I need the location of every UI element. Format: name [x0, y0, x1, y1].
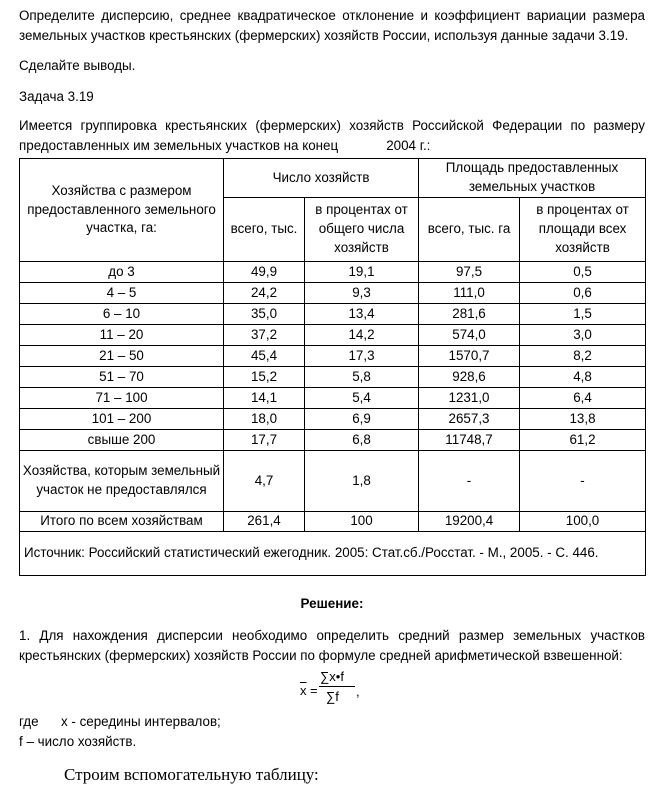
row-count: 18,0: [224, 409, 305, 430]
solution-title: Решение:: [300, 596, 364, 611]
table-row: [20, 325, 646, 346]
subheader-percent: в процентах от общего числа хозяйств: [305, 198, 419, 262]
row-group: 11 – 20: [20, 325, 224, 346]
row-area: 2657,3: [419, 409, 520, 430]
row-count-percent: 100: [305, 512, 419, 532]
farms-table: [19, 158, 646, 576]
table-row: [20, 346, 646, 367]
row-count: 17,7: [224, 430, 305, 451]
row-area: 281,6: [419, 304, 520, 325]
subheader-area-percent: в процентах от площади всех хозяйств: [520, 198, 646, 262]
row-area-percent: 4,8: [520, 367, 646, 388]
intro-line-2: [19, 136, 645, 156]
intro-year: 2004 г.:: [386, 138, 431, 153]
row-count: 37,2: [224, 325, 305, 346]
formula-lhs: $\overline{x}$: [300, 683, 307, 698]
formula-numerator: ∑x•f: [320, 669, 344, 684]
row-count-percent: 5,8: [305, 367, 419, 388]
row-area: 1231,0: [419, 388, 520, 409]
task-text: Определите дисперсию, среднее квадратическое отклонение и коэффициент вариации размера земельных участков крестьянских (фермерских) хозяйств России, используя данные задачи 3.19.: [19, 8, 645, 44]
table-row: [20, 451, 646, 512]
row-count: 261,4: [224, 512, 305, 532]
row-area: 97,5: [419, 262, 520, 283]
row-count: 45,4: [224, 346, 305, 367]
subheader-area-total: всего, тыс. га: [419, 198, 520, 262]
row-group: Хозяйства, которым земельный участок не предоставлялся: [20, 451, 224, 512]
table-row: [20, 409, 646, 430]
intro-line-2-text: предоставленных им земельных участков на конец: [19, 138, 339, 153]
table-row: [20, 430, 646, 451]
row-group: 6 – 10: [20, 304, 224, 325]
where-f-definition: f – число хозяйств.: [19, 734, 137, 749]
row-count-percent: 14,2: [305, 325, 419, 346]
row-count-percent: 1,8: [305, 451, 419, 512]
row-count: 14,1: [224, 388, 305, 409]
table-row: [20, 283, 646, 304]
row-area-percent: 8,2: [520, 346, 646, 367]
row-area-percent: 61,2: [520, 430, 646, 451]
row-area-percent: 3,0: [520, 325, 646, 346]
row-area-percent: 13,8: [520, 409, 646, 430]
row-area: 574,0: [419, 325, 520, 346]
row-count-percent: 6,8: [305, 430, 419, 451]
row-area: 111,0: [419, 283, 520, 304]
row-area-percent: 100,0: [520, 512, 646, 532]
row-group: 71 – 100: [20, 388, 224, 409]
row-area: 11748,7: [419, 430, 520, 451]
row-count-percent: 5,4: [305, 388, 419, 409]
aux-table-heading: Строим вспомогательную таблицу:: [64, 765, 319, 784]
row-group: 101 – 200: [20, 409, 224, 430]
intro-line-1: Имеется группировка крестьянских (фермерских) хозяйств Российской Федерации по размеру: [19, 118, 645, 133]
row-group: свыше 200: [20, 430, 224, 451]
row-count: 35,0: [224, 304, 305, 325]
row-group: Итого по всем хозяйствам: [20, 512, 224, 532]
row-group: до 3: [20, 262, 224, 283]
row-count: 24,2: [224, 283, 305, 304]
table-row: [20, 388, 646, 409]
row-area: -: [419, 451, 520, 512]
fraction-bar: [319, 686, 355, 687]
table-row: [20, 304, 646, 325]
row-group: 21 – 50: [20, 346, 224, 367]
row-count: 15,2: [224, 367, 305, 388]
row-count-percent: 6,9: [305, 409, 419, 430]
task-reference: Задача 3.19: [19, 89, 94, 104]
row-count: 4,7: [224, 451, 305, 512]
table-row: [20, 367, 646, 388]
table-source: Источник: Российский статистический ежегодник. 2005: Стат.сб./Росстат. - М., 2005. - С. 446.: [20, 532, 646, 576]
row-count: 49,9: [224, 262, 305, 283]
header-count: Число хозяйств: [224, 159, 419, 198]
row-area-percent: 1,5: [520, 304, 646, 325]
row-count-percent: 13,4: [305, 304, 419, 325]
row-area-percent: 0,5: [520, 262, 646, 283]
formula-denominator: ∑f: [326, 689, 339, 704]
row-count-percent: 17,3: [305, 346, 419, 367]
table-total-row: [20, 512, 646, 532]
row-area-percent: 6,4: [520, 388, 646, 409]
solution-text: 1. Для нахождения дисперсии необходимо определить средний размер земельных участков крестьянских (фермерских) хозяйств России по формуле средней арифметической взвешенной:: [19, 628, 645, 664]
row-count-percent: 19,1: [305, 262, 419, 283]
formula-comma: ,: [356, 684, 360, 699]
formula-equals: =: [310, 683, 318, 698]
row-group: 4 – 5: [20, 283, 224, 304]
row-area: 19200,4: [419, 512, 520, 532]
row-area: 1570,7: [419, 346, 520, 367]
row-area-percent: -: [520, 451, 646, 512]
row-area-percent: 0,6: [520, 283, 646, 304]
conclusions-text: Сделайте выводы.: [19, 58, 136, 73]
where-label: где: [19, 714, 39, 729]
row-group: 51 – 70: [20, 367, 224, 388]
where-x-definition: x - середины интервалов;: [61, 714, 221, 729]
row-count-percent: 9,3: [305, 283, 419, 304]
table-row: [20, 262, 646, 283]
row-area: 928,6: [419, 367, 520, 388]
subheader-total: всего, тыс.: [224, 198, 305, 262]
header-area: Площадь предоставленных земельных участков: [419, 159, 646, 198]
header-group: Хозяйства с размером предоставленного земельного участка, га:: [20, 159, 224, 262]
